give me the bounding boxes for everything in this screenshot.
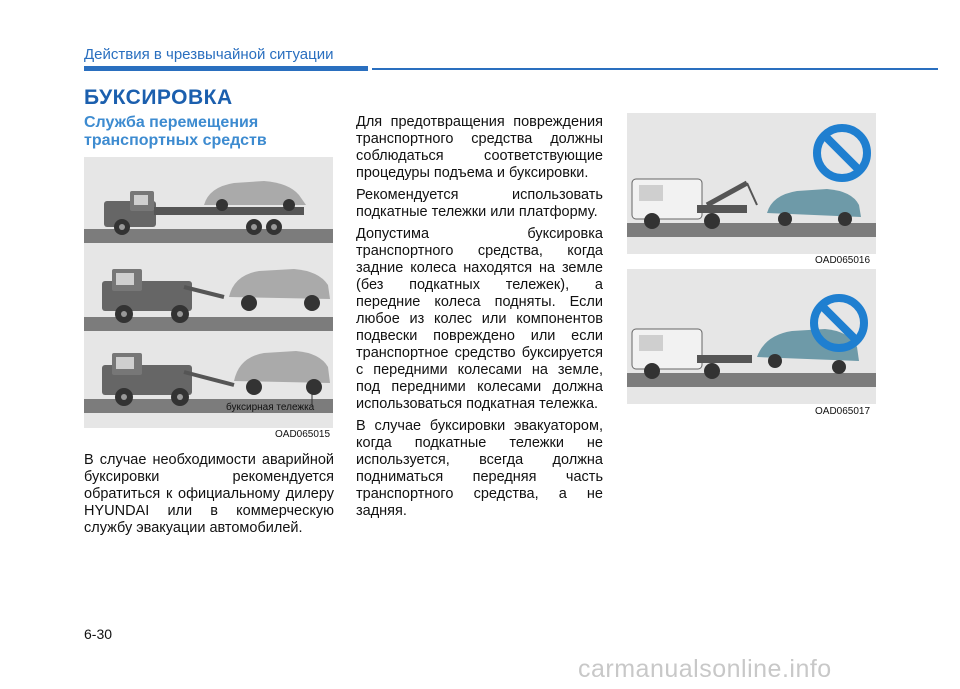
header-rule-thin: [372, 68, 938, 70]
figure-tow-methods: [84, 157, 333, 428]
subheading: Служба перемещения транспортных средств: [84, 114, 267, 149]
figure-prohibited-tow-1: [627, 113, 876, 254]
prohibition-icon: [809, 293, 869, 353]
page-number: 6-30: [84, 626, 113, 642]
paragraph: В случае буксировки эвакуатором, когда подкатные тележки не используется, всегда должна подниматься передняя часть транспортного средства, а не задняя.: [356, 418, 603, 519]
watermark: carmanualsonline.info: [578, 655, 832, 683]
towing-instructions: [356, 114, 603, 525]
wheel-lift-truck-dolly: [102, 269, 330, 323]
paragraph: Допустима буксировка транспортного средства, когда задние колеса находятся на земле (без подкатных тележек), а передние колеса подняты. Если любое из колес или компонентов подвески повреждено или если транспортное средство буксируется с передними колесами на земле, под передними колесами должна использоваться подкатная тележка.: [356, 226, 603, 412]
chapter-title: Действия в чрезвычайной ситуации: [84, 46, 334, 63]
tow-methods-illustration: [84, 157, 333, 428]
header-rule-thick: [84, 66, 368, 71]
prohibition-icon: [812, 123, 872, 183]
wheel-lift-truck: [102, 351, 330, 406]
paragraph-emergency-tow: В случае необходимости аварийной буксировки рекомендуется обратиться к официальному дилеру HYUNDAI или в коммерческую службу эвакуации автомобилей.: [84, 452, 334, 536]
dolly-label: буксирная тележка: [226, 402, 315, 413]
paragraph: Рекомендуется использовать подкатные тележки или платформу.: [356, 187, 603, 220]
figure-code: OAD065017: [815, 406, 871, 417]
figure-prohibited-tow-2: [627, 269, 876, 404]
paragraph: Для предотвращения повреждения транспортного средства должны соблюдаться соответствующие процедуры подъема и буксировки.: [356, 114, 603, 181]
figure-code: OAD065016: [815, 255, 871, 266]
figure-code: OAD065015: [275, 429, 331, 440]
section-title: БУКСИРОВКА: [84, 86, 233, 109]
flatbed-truck: [104, 181, 306, 235]
